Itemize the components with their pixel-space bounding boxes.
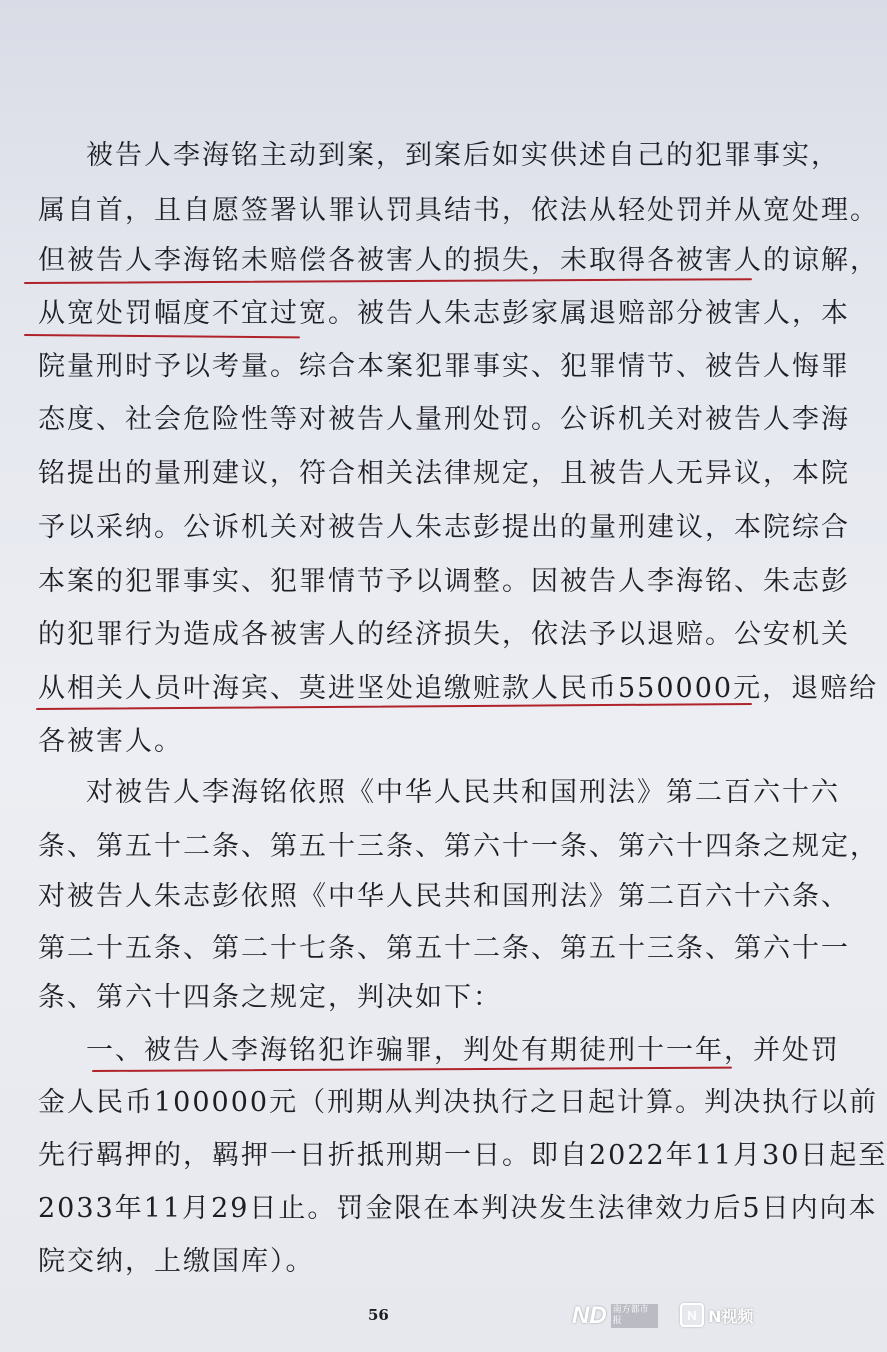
text-line: 本案的犯罪事实、犯罪情节予以调整。因被告人李海铭、朱志彭 (38, 566, 850, 597)
text-line: 属自首，且自愿签署认罪认罚具结书，依法从轻处罚并从宽处理。 (38, 195, 879, 226)
page-number: 56 (368, 1306, 389, 1324)
text-line: 对被告人朱志彭依照《中华人民共和国刑法》第二百六十六条、 (38, 881, 850, 912)
red-underline (24, 334, 300, 338)
nvideo-label: N视频 (708, 1306, 754, 1326)
text-line: 从相关人员叶海宾、莫进坚处追缴赃款人民币550000元，退赔给 (38, 673, 879, 704)
text-line: 条、第五十二条、第五十三条、第六十一条、第六十四条之规定， (38, 831, 879, 862)
text-line: 条、第六十四条之规定，判决如下： (38, 982, 502, 1013)
text-line: 院量刑时予以考量。综合本案犯罪事实、犯罪情节、被告人悔罪 (38, 351, 850, 382)
text-line: 铭提出的量刑建议，符合相关法律规定，且被告人无异议，本院 (38, 458, 850, 489)
text-line: 从宽处罚幅度不宜过宽。被告人朱志彭家属退赔部分被害人，本 (38, 298, 850, 329)
nvideo-watermark (680, 1300, 753, 1330)
text-line: 的犯罪行为造成各被害人的经济损失，依法予以退赔。公安机关 (38, 619, 850, 650)
text-line: 第二十五条、第二十七条、第五十二条、第五十三条、第六十一 (38, 933, 850, 964)
text-line: 态度、社会危险性等对被告人量刑处罚。公诉机关对被告人李海 (38, 404, 850, 435)
nandu-logo-icon: ND (572, 1302, 607, 1329)
nandu-watermark (572, 1298, 658, 1334)
text-line: 院交纳，上缴国库）。 (38, 1246, 315, 1277)
text-line: 被告人李海铭主动到案，到案后如实供述自己的犯罪事实， (86, 140, 840, 171)
text-line: 2033年11月29日止。罚金限在本判决发生法律效力后5日内向本 (38, 1193, 878, 1224)
text-line: 但被告人李海铭未赔偿各被害人的损失，未取得各被害人的谅解， (38, 245, 879, 276)
text-line: 一、被告人李海铭犯诈骗罪，判处有期徒刑十一年，并处罚 (86, 1035, 840, 1066)
text-line: 各被害人。 (38, 726, 183, 757)
nandu-name: 南方都市报 (611, 1304, 658, 1328)
text-line: 予以采纳。公诉机关对被告人朱志彭提出的量刑建议，本院综合 (38, 512, 850, 543)
text-line: 金人民币100000元（刑期从判决执行之日起计算。判决执行以前 (38, 1087, 879, 1118)
text-line: 对被告人李海铭依照《中华人民共和国刑法》第二百六十六 (86, 777, 840, 808)
text-line: 先行羁押的，羁押一日折抵刑期一日。即自2022年11月30日起至 (38, 1140, 887, 1171)
nvideo-logo-icon: N (680, 1303, 704, 1327)
